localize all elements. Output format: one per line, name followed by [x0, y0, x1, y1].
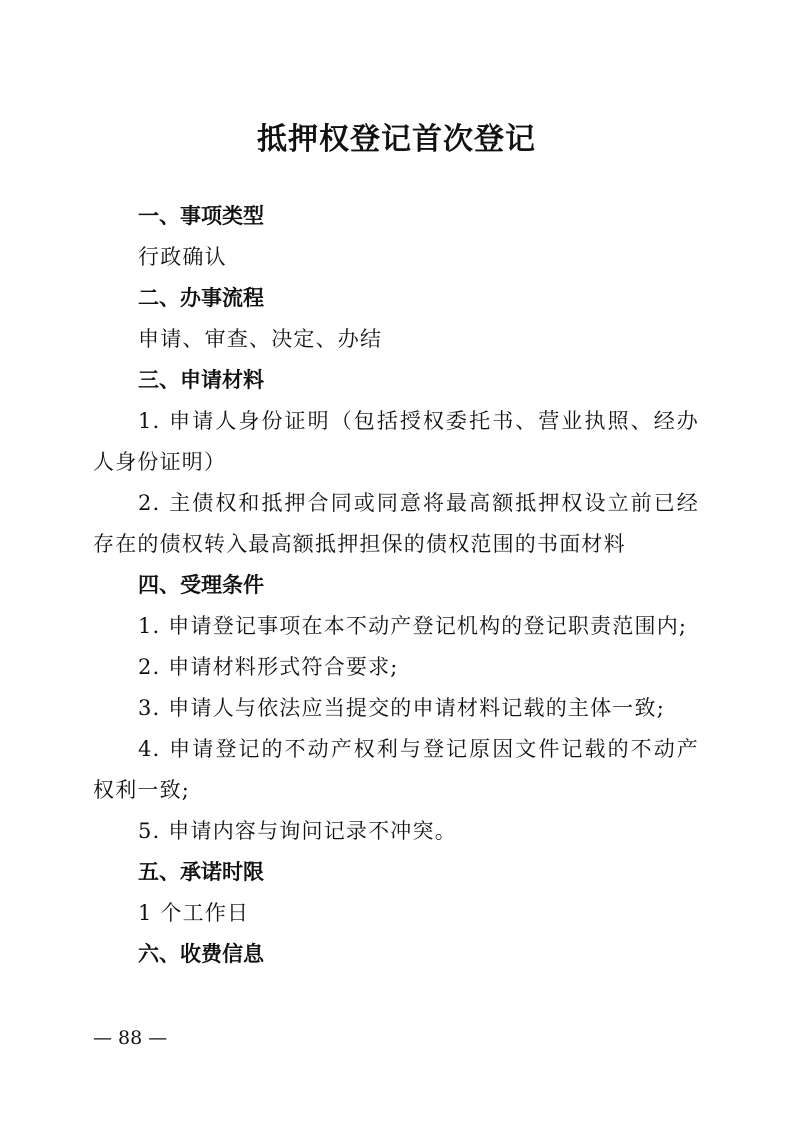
conditions-item-1: 1. 申请登记事项在本不动产登记机构的登记职责范围内; [138, 614, 688, 638]
conditions-item-4: 4. 申请登记的不动产权利与登记原因文件记载的不动产权利一致; [93, 737, 699, 802]
section-text-item-type: 行政确认 [138, 245, 227, 269]
section-heading-item-type: 一、事项类型 [138, 204, 264, 228]
section-heading-time-limit: 五、承诺时限 [138, 860, 264, 884]
section-text-time-limit: 1 个工作日 [138, 901, 250, 925]
section-heading-process: 二、办事流程 [138, 286, 264, 310]
materials-item-2: 2. 主债权和抵押合同或同意将最高额抵押权设立前已经存在的债权转入最高额抵押担保的债权范围的书面材料 [93, 491, 699, 556]
conditions-item-5: 5. 申请内容与询问记录不冲突。 [138, 819, 457, 843]
page-number: — 88 — [93, 1027, 168, 1049]
section-heading-materials: 三、申请材料 [138, 368, 264, 392]
materials-item-1: 1. 申请人身份证明（包括授权委托书、营业执照、经办人身份证明） [93, 409, 699, 474]
section-heading-conditions: 四、受理条件 [138, 573, 264, 597]
section-heading-fees: 六、收费信息 [138, 942, 264, 966]
conditions-item-2: 2. 申请材料形式符合要求; [138, 655, 399, 679]
document-title: 抵押权登记首次登记 [257, 122, 536, 157]
conditions-item-3: 3. 申请人与依法应当提交的申请材料记载的主体一致; [138, 696, 665, 720]
section-text-process: 申请、审查、决定、办结 [138, 327, 383, 351]
document-body [93, 196, 699, 975]
